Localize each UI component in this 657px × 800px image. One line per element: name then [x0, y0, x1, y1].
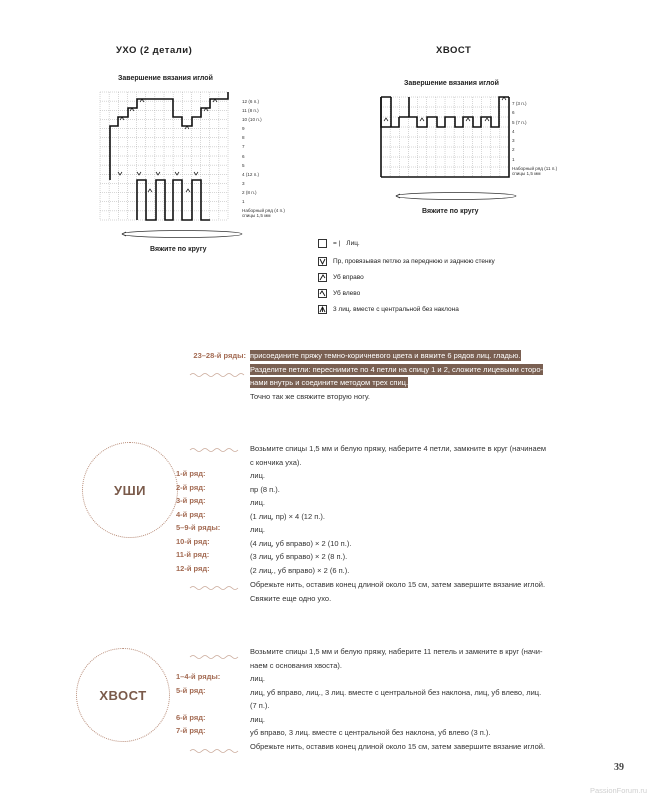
row-text: лиц. [250, 674, 265, 683]
row-label: 6-й ряд: [176, 712, 206, 722]
legend-text: Пр, провязывая петлю за переднюю и заднюю стенку [333, 258, 495, 265]
ear-row-label: Наборный ряд (4 п.) [242, 208, 285, 214]
ear-row-label: 7 [242, 144, 245, 150]
highlighted-text: Разделите петли: переснимите по 4 петли на спицу 1 и 2, сложите лицевыми сторо- [250, 364, 544, 374]
tail-row-label: 1 [512, 156, 515, 162]
section-title: ХВОСТ [99, 687, 147, 703]
row-text: лиц. [250, 498, 265, 507]
tail-row-label: 4 [512, 128, 515, 134]
ear-chart-title: УХО (2 детали) [116, 45, 193, 56]
k2tog-left-icon [318, 289, 327, 298]
ssk-right-icon [318, 273, 327, 282]
ear-row-label: спицы 1,5 мм [242, 213, 271, 219]
row-text: (2 лиц., уб вправо) × 2 (6 п.). [250, 565, 350, 575]
row-label: 5–9-й ряды: [176, 523, 221, 532]
row-label: 1-й ряд: [176, 469, 206, 478]
ear-row-label: 3 [242, 180, 245, 186]
tail-chart-grid [381, 97, 511, 187]
section-circle-tail [76, 648, 170, 742]
ear-chart-outline [137, 180, 210, 220]
legend-item-knit [318, 238, 360, 249]
ear-chart-grid [100, 92, 240, 232]
legend-item-cdd [318, 304, 459, 315]
row-text: (7 п.). [250, 701, 270, 710]
row-text: (4 лиц, уб вправо) × 2 (10 п.). [250, 538, 352, 548]
step-text: Обрежьте нить, оставив конец длиной около 15 см, затем завершите вязание иглой. [250, 742, 546, 751]
step-text: Свяжите еще одно ухо. [250, 593, 332, 603]
legend-item-ssk [318, 272, 364, 283]
row-text: лиц. [250, 525, 265, 534]
tail-chart-footer: Вяжите по кругу [422, 208, 479, 215]
ear-row-label: 10 (10 п.) [242, 117, 262, 123]
empty-cell-icon [318, 239, 327, 248]
ear-row-label: 6 [242, 153, 245, 159]
ear-row-label: 12 (6 п.) [242, 99, 260, 104]
row-label [176, 699, 246, 713]
squiggle-divider [190, 748, 250, 754]
cdd-icon [318, 305, 327, 314]
legend-text: Уб влево [333, 290, 361, 297]
row-label: 5-й ряд: [176, 685, 206, 695]
row-text: лиц. [250, 471, 265, 480]
ear-chart-footer: Вяжите по кругу [150, 246, 207, 253]
highlighted-text: нами внутрь и соедините методом трех спиц. [250, 378, 409, 387]
ear-chart-symbols [118, 99, 217, 192]
step-text: Возьмите спицы 1,5 мм и белую пряжу, наберите 4 петли, замкните в круг (начинаем [250, 444, 547, 453]
ear-row-label: 5 [242, 162, 245, 168]
tail-row-label: 2 [512, 147, 515, 153]
watermark: PassionForum.ru [590, 786, 648, 795]
legend-item-increase [318, 256, 495, 267]
legend-text: 3 лиц. вместе с центральной без наклона [333, 306, 459, 313]
squiggle-divider [190, 585, 250, 591]
tail-round-arrow [392, 190, 542, 204]
squiggle-divider [190, 654, 250, 660]
tail-chart-title: ХВОСТ [436, 45, 472, 56]
step-text: Обрежьте нить, оставив конец длиной около 15 см, затем завершите вязание иглой. [250, 580, 546, 589]
tail-row-label: Наборный ряд (11 п.) [512, 166, 558, 172]
legend-item-k2tog [318, 288, 360, 299]
section-circle-ears [82, 442, 178, 538]
ear-row-label: 11 (8 п.) [242, 108, 259, 114]
ear-chart-top-outline [110, 92, 228, 180]
ear-row-label: 1 [242, 199, 245, 205]
legend-text: Уб вправо [333, 274, 364, 281]
row-label: 10-й ряд: [176, 536, 210, 546]
ear-row-label: 2 (8 п.) [242, 189, 257, 195]
row-text: пр (8 п.). [250, 484, 280, 494]
ear-chart-subtitle: Завершение вязания иглой [118, 75, 213, 82]
step-text: с кончика уха). [250, 457, 302, 467]
highlighted-text: присоедините пряжу темно-коричневого цвета и вяжите 6 рядов лиц. гладью. [250, 351, 521, 360]
legend-eq: = | [333, 240, 341, 247]
ear-row-label: 4 (12 п.) [242, 171, 260, 177]
step-label: 23–28-й ряды: [193, 351, 246, 360]
row-text: лиц. [250, 714, 265, 724]
ear-row-label: 9 [242, 126, 245, 132]
row-label: 4-й ряд: [176, 509, 206, 519]
ear-row-label: 8 [242, 135, 245, 141]
section-title: УШИ [114, 482, 146, 498]
tail-row-label: 7 (3 п.) [512, 101, 527, 106]
row-label: 1–4-й ряды: [176, 672, 221, 681]
tail-row-label: 5 (7 п.) [512, 119, 527, 125]
squiggle-divider [190, 372, 250, 378]
squiggle-divider [190, 447, 250, 453]
increase-icon [318, 257, 327, 266]
ear-round-arrow [120, 228, 270, 242]
row-label: 3-й ряд: [176, 496, 206, 505]
tail-row-label: 6 [512, 110, 515, 116]
row-label: 11-й ряд: [176, 550, 210, 559]
step-text: Точно так же свяжите вторую ногу. [250, 391, 371, 401]
step-text: наем с основания хвоста). [250, 660, 343, 670]
tail-row-label: 3 [512, 138, 515, 144]
row-text: (1 лиц, пр) × 4 (12 п.). [250, 511, 325, 521]
legend-text: Лиц. [346, 240, 360, 247]
step-text: Возьмите спицы 1,5 мм и белую пряжу, наберите 11 петель и замкните в круг (начи- [250, 647, 543, 656]
tail-row-label: спицы 1,5 мм [512, 171, 541, 177]
page-number: 39 [614, 762, 624, 773]
row-text: (3 лиц, уб вправо) × 2 (8 п.). [250, 552, 348, 561]
row-label: 12-й ряд: [176, 563, 210, 573]
row-label: 7-й ряд: [176, 726, 206, 735]
row-text: лиц, уб вправо, лиц., 3 лиц. вместе с центральной без наклона, лиц, уб влево, лиц. [250, 687, 542, 697]
row-text: уб вправо, 3 лиц. вместе с центральной без наклона, уб влево (3 п.). [250, 728, 491, 737]
row-label: 2-й ряд: [176, 482, 206, 492]
tail-chart-subtitle: Завершение вязания иглой [404, 80, 499, 87]
